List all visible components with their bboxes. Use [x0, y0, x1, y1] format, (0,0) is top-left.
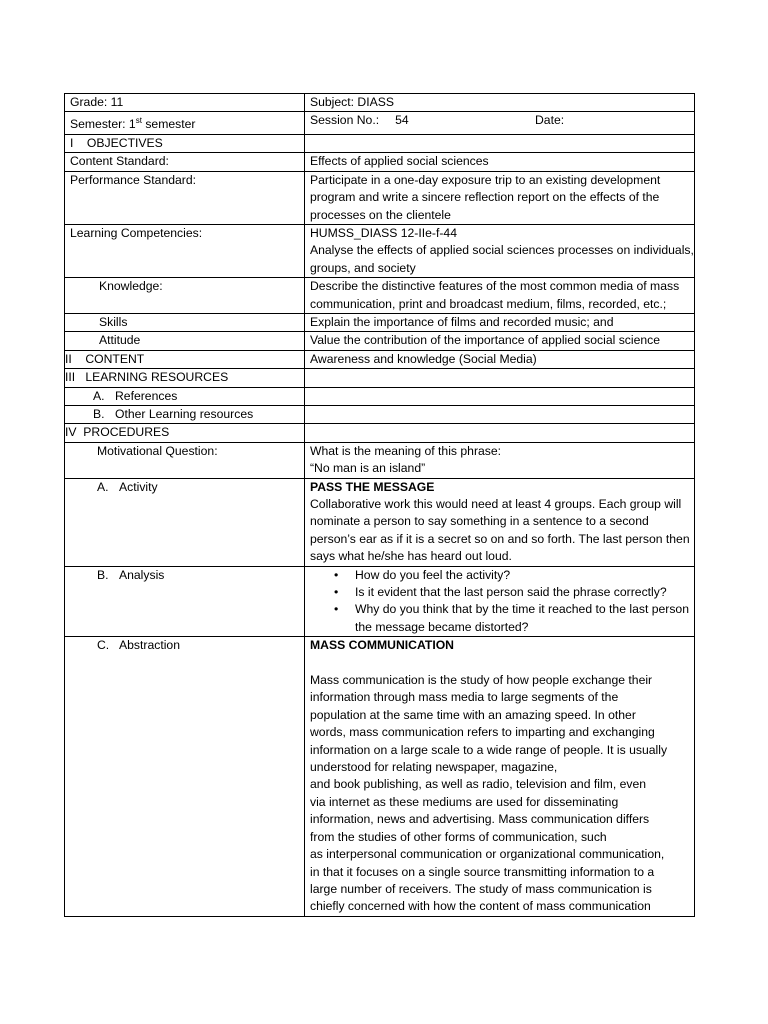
table-row — [65, 350, 695, 368]
empty-cell — [305, 134, 695, 152]
abstraction-title: MASS COMMUNICATION — [310, 638, 454, 653]
other-resources-label-cell — [65, 405, 305, 423]
analysis-label-cell — [65, 566, 305, 637]
grade-cell — [65, 94, 305, 112]
abstraction-line: chiefly concerned with how the content of mass communication — [310, 899, 651, 914]
other-resources-label: Other Learning resources — [115, 406, 254, 421]
abstraction-line: as interpersonal communication or organizational communication, — [310, 847, 665, 862]
table-row — [65, 369, 695, 387]
abstraction-line: understood for relating newspaper, magazine, — [310, 760, 558, 775]
semester-sup: st — [135, 116, 142, 126]
learning-competencies-label-cell — [65, 224, 305, 277]
references-num: A. — [93, 388, 105, 403]
table-row — [65, 278, 695, 314]
activity-title: PASS THE MESSAGE — [310, 479, 435, 494]
activity-num: A. — [97, 479, 109, 494]
activity-label-cell — [65, 478, 305, 566]
table-row — [65, 387, 695, 405]
lesson-plan-table — [64, 93, 695, 917]
list-item: • Why do you think that by the time it reached to the last person the message became distorted? — [355, 601, 694, 636]
knowledge-label-cell — [65, 278, 305, 314]
abstraction-line: information, news and advertising. Mass communication differs — [310, 812, 650, 827]
session-label: Session No.: — [310, 113, 380, 128]
learning-competencies-value: Analyse the effects of applied social sciences processes on individuals, groups, and society — [310, 243, 694, 275]
knowledge-value: Describe the distinctive features of the most common media of mass communication, print and broadcast medium, films, recorded, etc.; — [310, 279, 680, 311]
attitude-label: Attitude — [99, 333, 141, 348]
procedures-label-cell — [65, 424, 305, 442]
analysis-value-cell — [305, 566, 695, 637]
table-row — [65, 405, 695, 423]
performance-standard-label: Performance Standard: — [70, 172, 197, 187]
content-standard-label: Content Standard: — [70, 154, 169, 169]
motivational-value-cell — [305, 442, 695, 478]
list-item: • Is it evident that the last person said the phrase correctly? — [355, 584, 694, 601]
activity-text: Collaborative work this would need at least 4 groups. Each group will nominate a person to say something in a sentence to a second person’s ear as if it is a secret so on and so forth. The last person then says what he/she has heard out loud. — [310, 497, 690, 564]
content-value-cell — [305, 350, 695, 368]
abstraction-line: via internet as these mediums are used for disseminating — [310, 794, 619, 809]
activity-value-cell — [305, 478, 695, 566]
motivational-line-2: “No man is an island” — [310, 461, 426, 476]
content-value: Awareness and knowledge (Social Media) — [310, 351, 537, 366]
abstraction-label-cell — [65, 637, 305, 916]
attitude-label-cell — [65, 332, 305, 350]
references-label: References — [115, 388, 178, 403]
skills-label-cell — [65, 313, 305, 331]
subject-cell — [305, 94, 695, 112]
subject-text: Subject: DIASS — [310, 95, 394, 109]
abstraction-line: from the studies of other forms of communication, such — [310, 829, 607, 844]
knowledge-label: Knowledge: — [99, 279, 163, 294]
attitude-value: Value the contribution of the importance of applied social science — [310, 333, 661, 348]
motivational-line-1: What is the meaning of this phrase: — [310, 443, 502, 458]
references-label-cell — [65, 387, 305, 405]
content-standard-label-cell — [65, 153, 305, 171]
analysis-list — [310, 567, 694, 637]
skills-label: Skills — [99, 314, 128, 329]
content-heading: II CONTENT — [65, 351, 145, 366]
semester-post: semester — [141, 117, 196, 132]
learning-competencies-code: HUMSS_DIASS 12-IIe-f-44 — [310, 225, 457, 240]
table-row — [65, 566, 695, 637]
abstraction-line: information on a large scale to a wide range of people. It is usually — [310, 742, 668, 757]
learning-competencies-label: Learning Competencies: — [70, 225, 203, 240]
learning-competencies-value-cell — [305, 224, 695, 277]
empty-cell — [305, 405, 695, 423]
analysis-num: B. — [97, 567, 109, 582]
table-row — [65, 153, 695, 171]
empty-cell — [305, 369, 695, 387]
table-row — [65, 637, 695, 916]
table-row — [65, 313, 695, 331]
content-label-cell — [65, 350, 305, 368]
abstraction-value-cell — [305, 637, 695, 916]
objectives-heading: I OBJECTIVES — [70, 135, 163, 150]
abstraction-label: Abstraction — [119, 638, 180, 653]
semester-pre: Semester: 1 — [70, 117, 136, 132]
abstraction-line: population at the same time with an amazing speed. In other — [310, 707, 636, 722]
skills-value: Explain the importance of films and recorded music; and — [310, 314, 614, 329]
table-row — [65, 112, 695, 134]
performance-standard-label-cell — [65, 171, 305, 224]
abstraction-line: information through mass media to large segments of the — [310, 690, 619, 705]
abstraction-line: in that it focuses on a single source transmitting information to a — [310, 864, 655, 879]
table-row — [65, 332, 695, 350]
abstraction-line: and book publishing, as well as radio, television and film, even — [310, 777, 647, 792]
table-row — [65, 224, 695, 277]
content-standard-value: Effects of applied social sciences — [310, 154, 489, 169]
table-row — [65, 94, 695, 112]
content-standard-value-cell — [305, 153, 695, 171]
knowledge-value-cell — [305, 278, 695, 314]
performance-standard-value: Participate in a one-day exposure trip to an existing development program and write a sincere reflection report on the effects of the processes on the clientele — [310, 172, 661, 222]
table-row — [65, 171, 695, 224]
empty-cell — [305, 424, 695, 442]
motivational-label-cell — [65, 442, 305, 478]
table-row — [65, 442, 695, 478]
table-row — [65, 134, 695, 152]
activity-label: Activity — [119, 479, 158, 494]
table-row — [65, 424, 695, 442]
objectives-cell — [65, 134, 305, 152]
empty-cell — [305, 387, 695, 405]
date-label: Date: — [535, 113, 565, 128]
learning-resources-label-cell — [65, 369, 305, 387]
other-resources-num: B. — [93, 406, 105, 421]
grade-text: Grade: 11 — [70, 95, 124, 109]
abstraction-line: words, mass communication refers to imparting and exchanging — [310, 725, 655, 740]
analysis-label: Analysis — [119, 567, 165, 582]
attitude-value-cell — [305, 332, 695, 350]
abstraction-line: Mass communication is the study of how people exchange their — [310, 673, 653, 688]
procedures-heading: IV PROCEDURES — [65, 425, 170, 440]
performance-standard-value-cell — [305, 171, 695, 224]
list-item: • How do you feel the activity? — [355, 567, 694, 584]
abstraction-num: C. — [97, 638, 110, 653]
abstraction-line: large number of receivers. The study of mass communication is — [310, 881, 652, 896]
session-value: 54 — [395, 113, 409, 128]
session-cell — [305, 112, 695, 134]
motivational-label: Motivational Question: — [97, 443, 218, 458]
semester-cell — [65, 112, 305, 134]
table-row — [65, 478, 695, 566]
skills-value-cell — [305, 313, 695, 331]
learning-resources-heading: III LEARNING RESOURCES — [65, 370, 229, 385]
